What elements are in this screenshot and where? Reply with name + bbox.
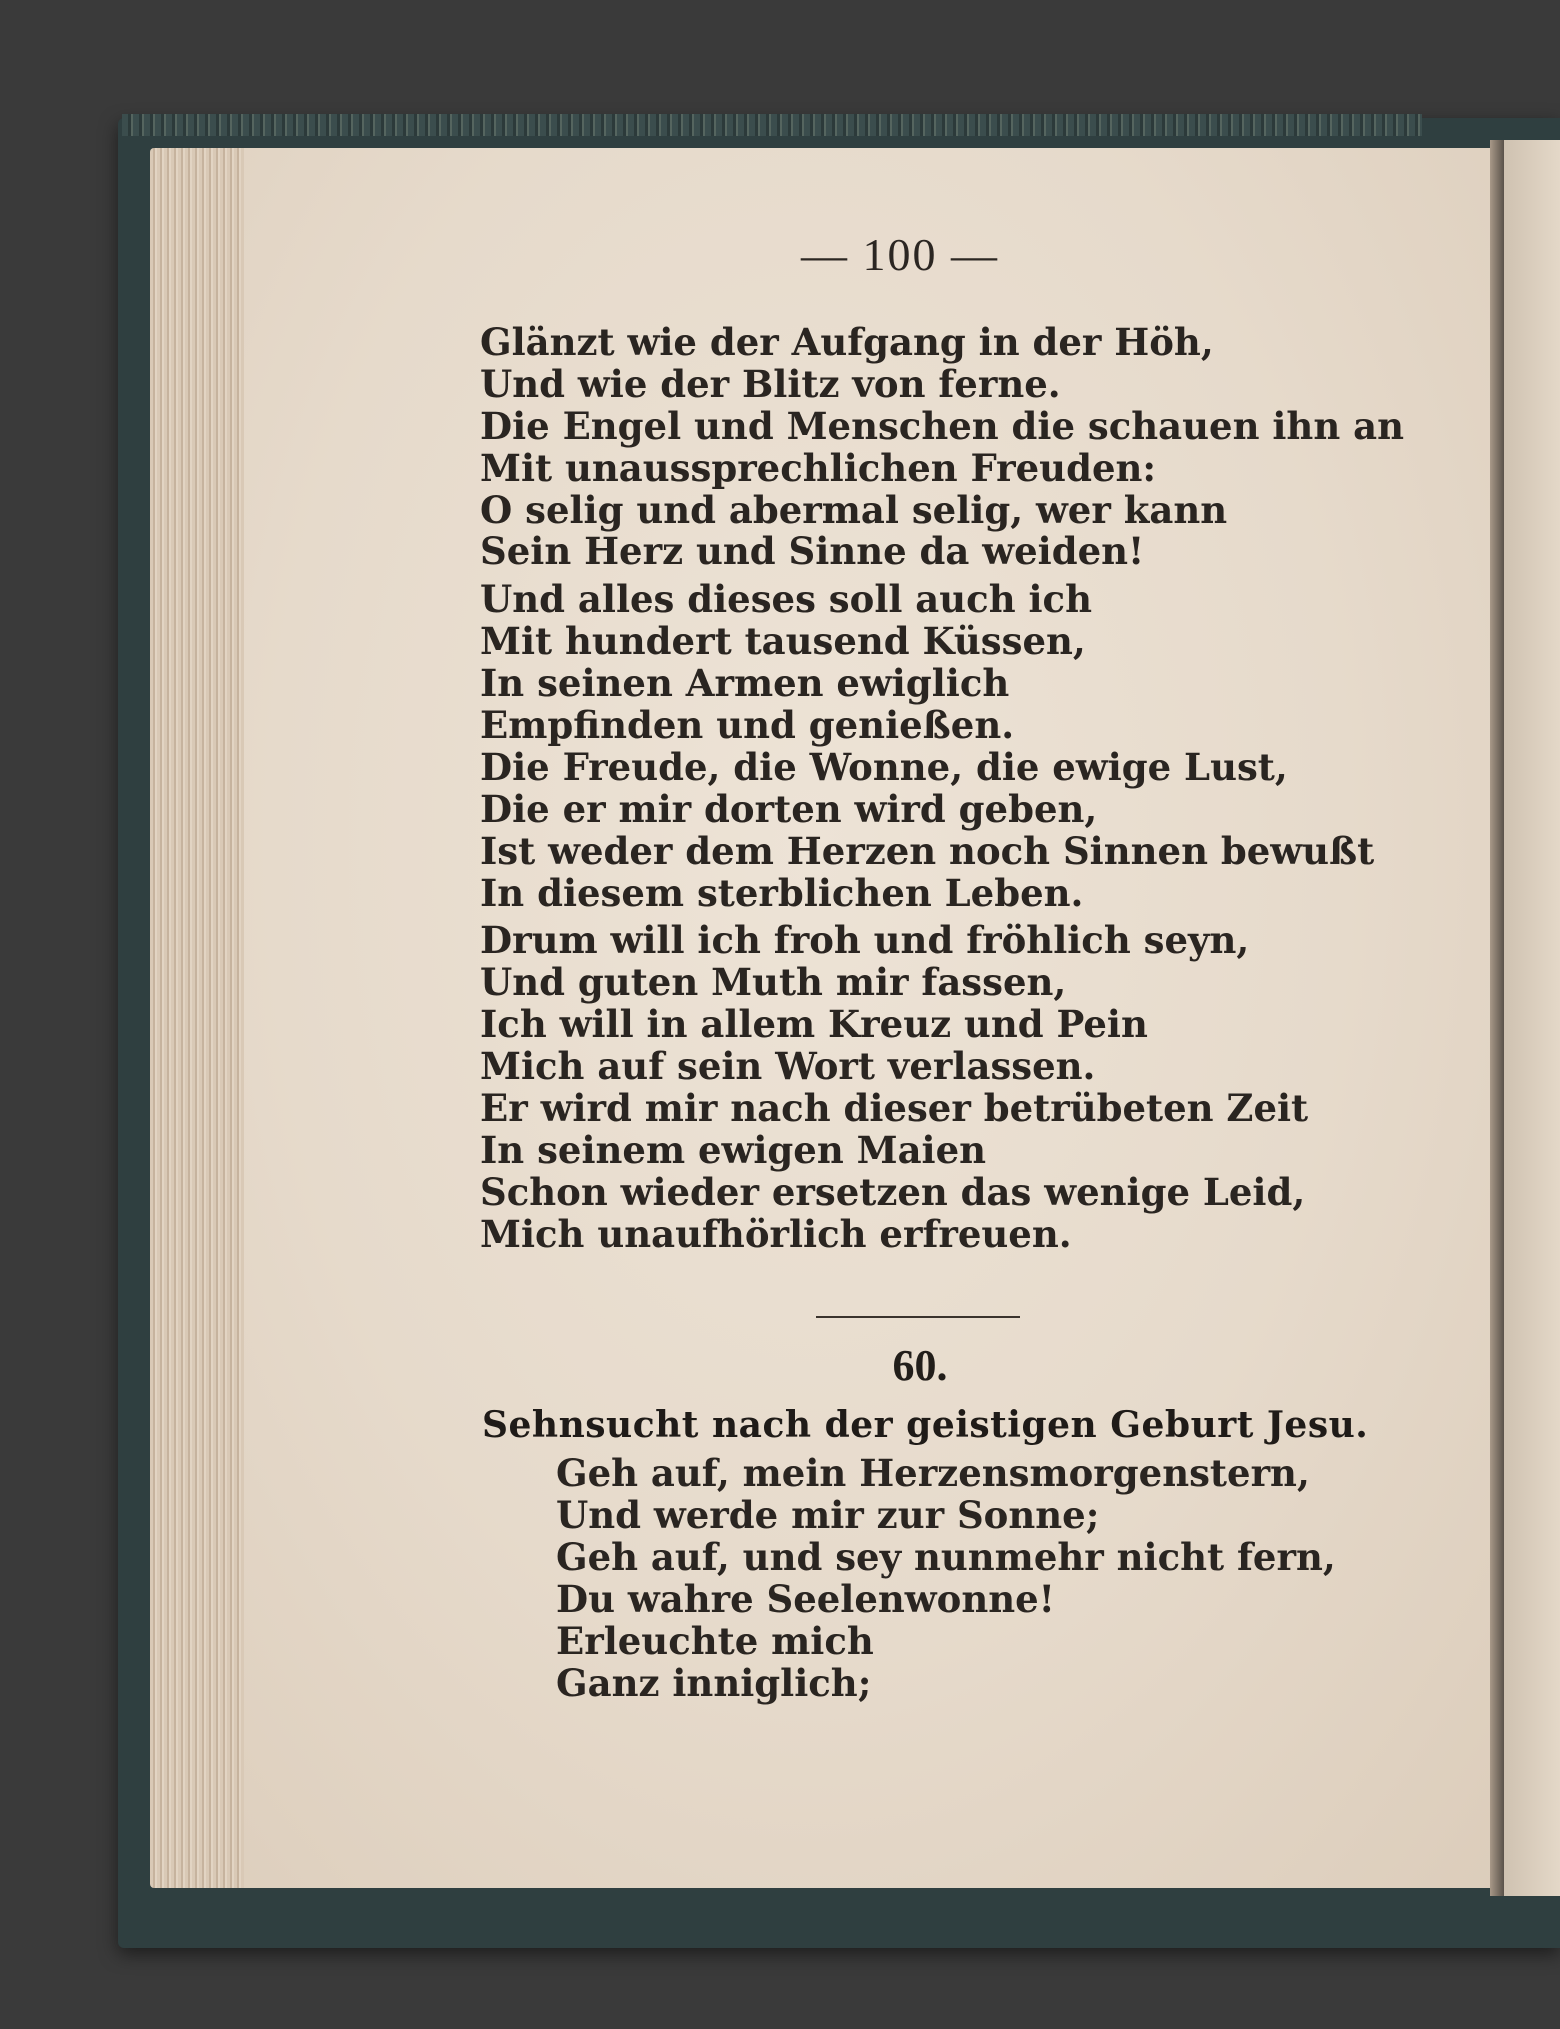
verse-line: In seinen Armen ewiglich	[480, 661, 1010, 706]
verse-line: Er wird mir nach dieser betrübeten Zeit	[480, 1086, 1309, 1131]
verse-line: Ich will in allem Kreuz und Pein	[480, 1002, 1148, 1047]
verse-line: Ist weder dem Herzen noch Sinnen bewußt	[480, 828, 1375, 873]
verse-line: Mich unaufhörlich erfreuen.	[480, 1211, 1072, 1256]
verse-line: In diesem sterblichen Leben.	[480, 870, 1084, 915]
verse-line: Glänzt wie der Aufgang in der Höh,	[480, 320, 1214, 364]
verse-block	[480, 322, 1480, 1256]
hymn-title: Sehnsucht nach der geistigen Geburt Jesu.	[482, 1404, 1369, 1446]
hymn-line: Ganz inniglich;	[556, 1661, 872, 1705]
verse-line: Und alles dieses soll auch ich	[480, 577, 1092, 622]
hymn-line: Und werde mir zur Sonne;	[556, 1493, 1100, 1537]
verse-line: Die Engel und Menschen die schauen ihn an	[480, 403, 1404, 448]
section-divider	[816, 1316, 1020, 1318]
hymn-line: Du wahre Seelenwonne!	[556, 1577, 1055, 1621]
book-spine-edge	[122, 114, 1422, 136]
verse-line: Mit hundert tausend Küssen,	[480, 619, 1086, 664]
verse-line: Die Freude, die Wonne, die ewige Lust,	[480, 744, 1288, 789]
hymn-number: 60.	[892, 1341, 948, 1390]
verse-line: Und guten Muth mir fassen,	[480, 960, 1067, 1005]
hymn-verse	[556, 1452, 1456, 1704]
verse-line: Schon wieder ersetzen das wenige Leid,	[480, 1169, 1306, 1214]
hymn-line: Geh auf, mein Herzensmorgenstern,	[556, 1451, 1310, 1495]
verse-line: O selig und abermal selig, wer kann	[480, 487, 1228, 532]
verse-line: Mit unaussprechlichen Freuden:	[480, 445, 1157, 490]
hymn-line: Erleuchte mich	[556, 1619, 874, 1663]
hymn-line: Geh auf, und sey nunmehr nicht fern,	[556, 1535, 1336, 1579]
verse-line: Empfinden und genießen.	[480, 703, 1015, 748]
verse-line: Drum will ich froh und fröhlich seyn,	[480, 918, 1250, 963]
page-number: — 100 —	[801, 229, 999, 280]
verse-line: In seinem ewigen Maien	[480, 1127, 987, 1172]
verse-line: Die er mir dorten wird geben,	[480, 786, 1098, 831]
verse-line: Mich auf sein Wort verlassen.	[480, 1044, 1096, 1089]
verse-line: Sein Herz und Sinne da weiden!	[480, 529, 1145, 574]
page-stack-edges	[150, 148, 250, 1888]
verse-line: Und wie der Blitz von ferne.	[480, 361, 1061, 406]
